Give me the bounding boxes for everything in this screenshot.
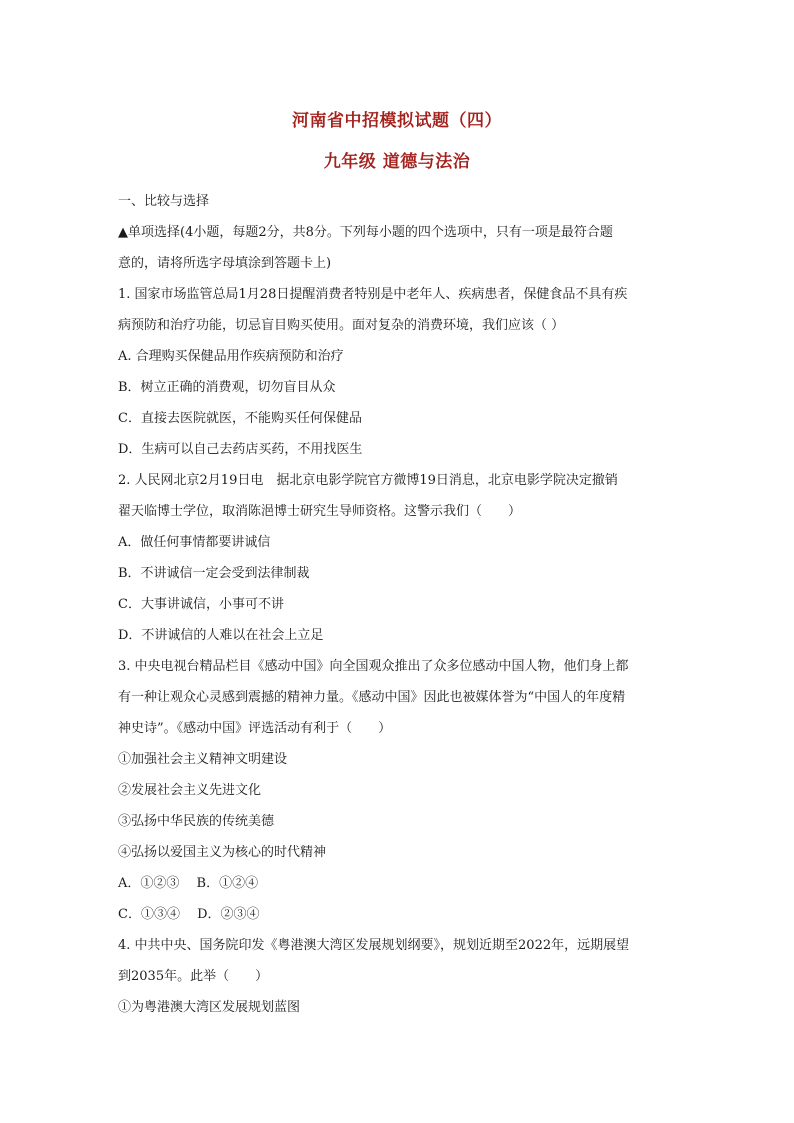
document-body	[118, 186, 678, 1023]
question-stem: 1. 国家市场监管总局1月28日提醒消费者特别是中老年人、疾病患者，保健食品不具有疾	[118, 287, 628, 302]
answer-option: ④弘扬以爱国主义为核心的时代精神	[118, 845, 327, 860]
answer-option: C．大事讲诚信，小事可不讲	[118, 597, 284, 612]
answer-option: C．直接去医院就医，不能购买任何保健品	[118, 411, 362, 426]
answer-option: ③弘扬中华民族的传统美德	[118, 814, 275, 829]
answer-option: ①加强社会主义精神文明建设	[118, 752, 288, 767]
question-stem: 翟天临博士学位，取消陈浥博士研究生导师资格。这警示我们（ ）	[118, 504, 522, 519]
answer-option: B．不讲诚信一定会受到法律制裁	[118, 566, 310, 581]
answer-option: C．①③④ D．②③④	[118, 907, 260, 922]
instructions-line: 意的，请将所选字母填涂到答题卡上)	[118, 256, 332, 271]
answer-option: ①为粤港澳大湾区发展规划蓝图	[118, 1000, 301, 1015]
answer-option: D．不讲诚信的人难以在社会上立足	[118, 628, 324, 643]
answer-option: D．生病可以自己去药店买药，不用找医生	[118, 442, 363, 457]
page-subtitle: 九年级 道德与法治	[323, 152, 471, 172]
answer-option: B．树立正确的消费观，切勿盲目从众	[118, 380, 336, 395]
instructions-line: ▲单项选择(4小题，每题2分，共8分。下列每小题的四个选项中，只有一项是最符合题	[118, 225, 613, 240]
answer-option: A．①②③ B．①②④	[118, 876, 259, 891]
question-stem: 2. 人民网北京2月19日电 据北京电影学院官方微博19日消息，北京电影学院决定撤销	[118, 473, 618, 488]
section-heading: 一、比较与选择	[118, 194, 210, 209]
answer-option: A. 合理购买保健品用作疾病预防和治疗	[118, 349, 344, 364]
question-stem: 病预防和治疗功能，切忌盲目购买使用。面对复杂的消费环境，我们应该（ ）	[118, 318, 565, 333]
question-stem: 4. 中共中央、国务院印发《粤港澳大湾区发展规划纲要》，规划近期至2022年，远期展望	[118, 938, 630, 953]
page-title: 河南省中招模拟试题（四）	[292, 111, 502, 131]
question-stem: 神史诗”。《感动中国》评选活动有利于（ ）	[118, 721, 392, 736]
answer-option: ②发展社会主义先进文化	[118, 783, 262, 798]
question-stem: 有一种让观众心灵感到震撼的精神力量。《感动中国》因此也被媒体誉为“中国人的年度精	[118, 690, 626, 705]
question-stem: 到2035年。此举（ ）	[118, 969, 269, 984]
answer-option: A．做任何事情都要讲诚信	[118, 535, 271, 550]
question-stem: 3. 中央电视台精品栏目《感动中国》向全国观众推出了众多位感动中国人物，他们身上都	[118, 659, 629, 674]
